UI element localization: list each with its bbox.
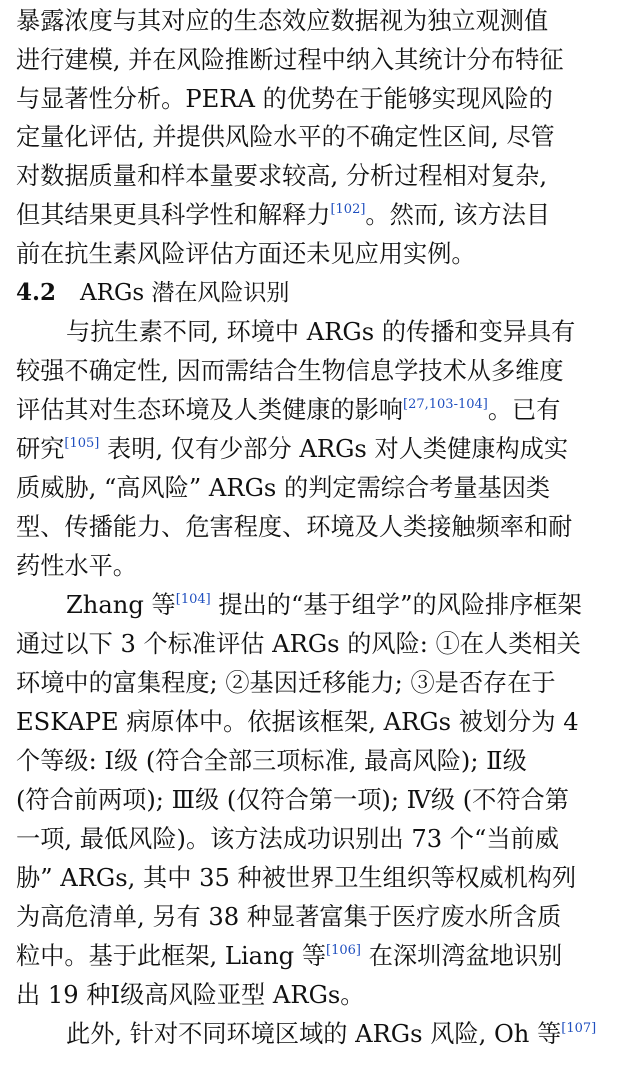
line-text: 。然而, 该方法目 — [365, 201, 551, 229]
text-line: 较强不确定性, 因而需结合生物信息学技术从多维度 — [16, 357, 564, 385]
text-line: 个等级: Ⅰ级 (符合全部三项标准, 最高风险); Ⅱ级 — [16, 747, 527, 775]
text-line: 型、传播能力、危害程度、环境及人类接触频率和耐 — [16, 513, 573, 541]
line-text: 粒中。基于此框架, Liang 等 — [16, 942, 327, 970]
line-text: Zhang 等 — [66, 591, 176, 619]
text-line — [66, 1014, 606, 1054]
line-text: 在深圳湾盆地识别 — [361, 942, 563, 970]
text-line: 环境中的富集程度; ②基因迁移能力; ③是否存在于 — [16, 669, 556, 697]
text-line: (符合前两项); Ⅲ级 (仅符合第一项); Ⅳ级 (不符合第 — [16, 786, 569, 814]
text-line: 暴露浓度与其对应的生态效应数据视为独立观测值 — [16, 7, 549, 35]
text-line: 进行建模, 并在风险推断过程中纳入其统计分布特征 — [16, 46, 564, 74]
text-line — [16, 195, 606, 235]
citation-link[interactable]: [104] — [175, 592, 211, 607]
text-line — [16, 936, 606, 976]
line-text: 评估其对生态环境及人类健康的影响 — [16, 396, 404, 424]
text-line: 定量化评估, 并提供风险水平的不确定性区间, 尽管 — [16, 123, 555, 151]
citation-link[interactable]: [107] — [561, 1021, 597, 1036]
citation-link[interactable]: [105] — [64, 436, 100, 451]
text-line: 出 19 种Ⅰ级高风险亚型 ARGs。 — [16, 981, 365, 1009]
citation-link[interactable]: [106] — [326, 943, 362, 958]
section-heading — [16, 273, 606, 313]
text-line: 与显著性分析。PERA 的优势在于能够实现风险的 — [16, 85, 553, 113]
line-text: 但其结果更具科学性和解释力 — [16, 201, 331, 229]
text-line — [16, 390, 606, 430]
section-title: ARGs 潜在风险识别 — [80, 280, 290, 306]
text-line: 一项, 最低风险)。该方法成功识别出 73 个“当前威 — [16, 825, 559, 853]
line-text: 提出的“基于组学”的风险排序框架 — [210, 591, 582, 619]
text-line: 通过以下 3 个标准评估 ARGs 的风险: ①在人类相关 — [16, 630, 581, 658]
line-text: 研究 — [16, 435, 65, 463]
line-text: 表明, 仅有少部分 ARGs 对人类健康构成实 — [99, 435, 569, 463]
text-line — [66, 585, 606, 625]
text-line — [16, 429, 606, 469]
line-text: 。已有 — [487, 396, 561, 424]
text-line: 对数据质量和样本量要求较高, 分析过程相对复杂, — [16, 162, 548, 190]
text-line: 为高危清单, 另有 38 种显著富集于医疗废水所含质 — [16, 903, 562, 931]
citation-link[interactable]: [27,103-104] — [403, 397, 488, 412]
text-line: 质威胁, “高风险” ARGs 的判定需综合考量基因类 — [16, 474, 551, 502]
text-line: ESKAPE 病原体中。依据该框架, ARGs 被划分为 4 — [16, 708, 579, 736]
line-text: 此外, 针对不同环境区域的 ARGs 风险, Oh 等 — [66, 1020, 562, 1048]
text-line: 胁” ARGs, 其中 35 种被世界卫生组织等权威机构列 — [16, 864, 577, 892]
text-line: 与抗生素不同, 环境中 ARGs 的传播和变异具有 — [66, 318, 576, 346]
section-number: 4.2 — [16, 279, 57, 306]
text-line: 药性水平。 — [16, 552, 137, 580]
citation-link[interactable]: [102] — [330, 202, 366, 217]
text-line: 前在抗生素风险评估方面还未见应用实例。 — [16, 240, 476, 268]
